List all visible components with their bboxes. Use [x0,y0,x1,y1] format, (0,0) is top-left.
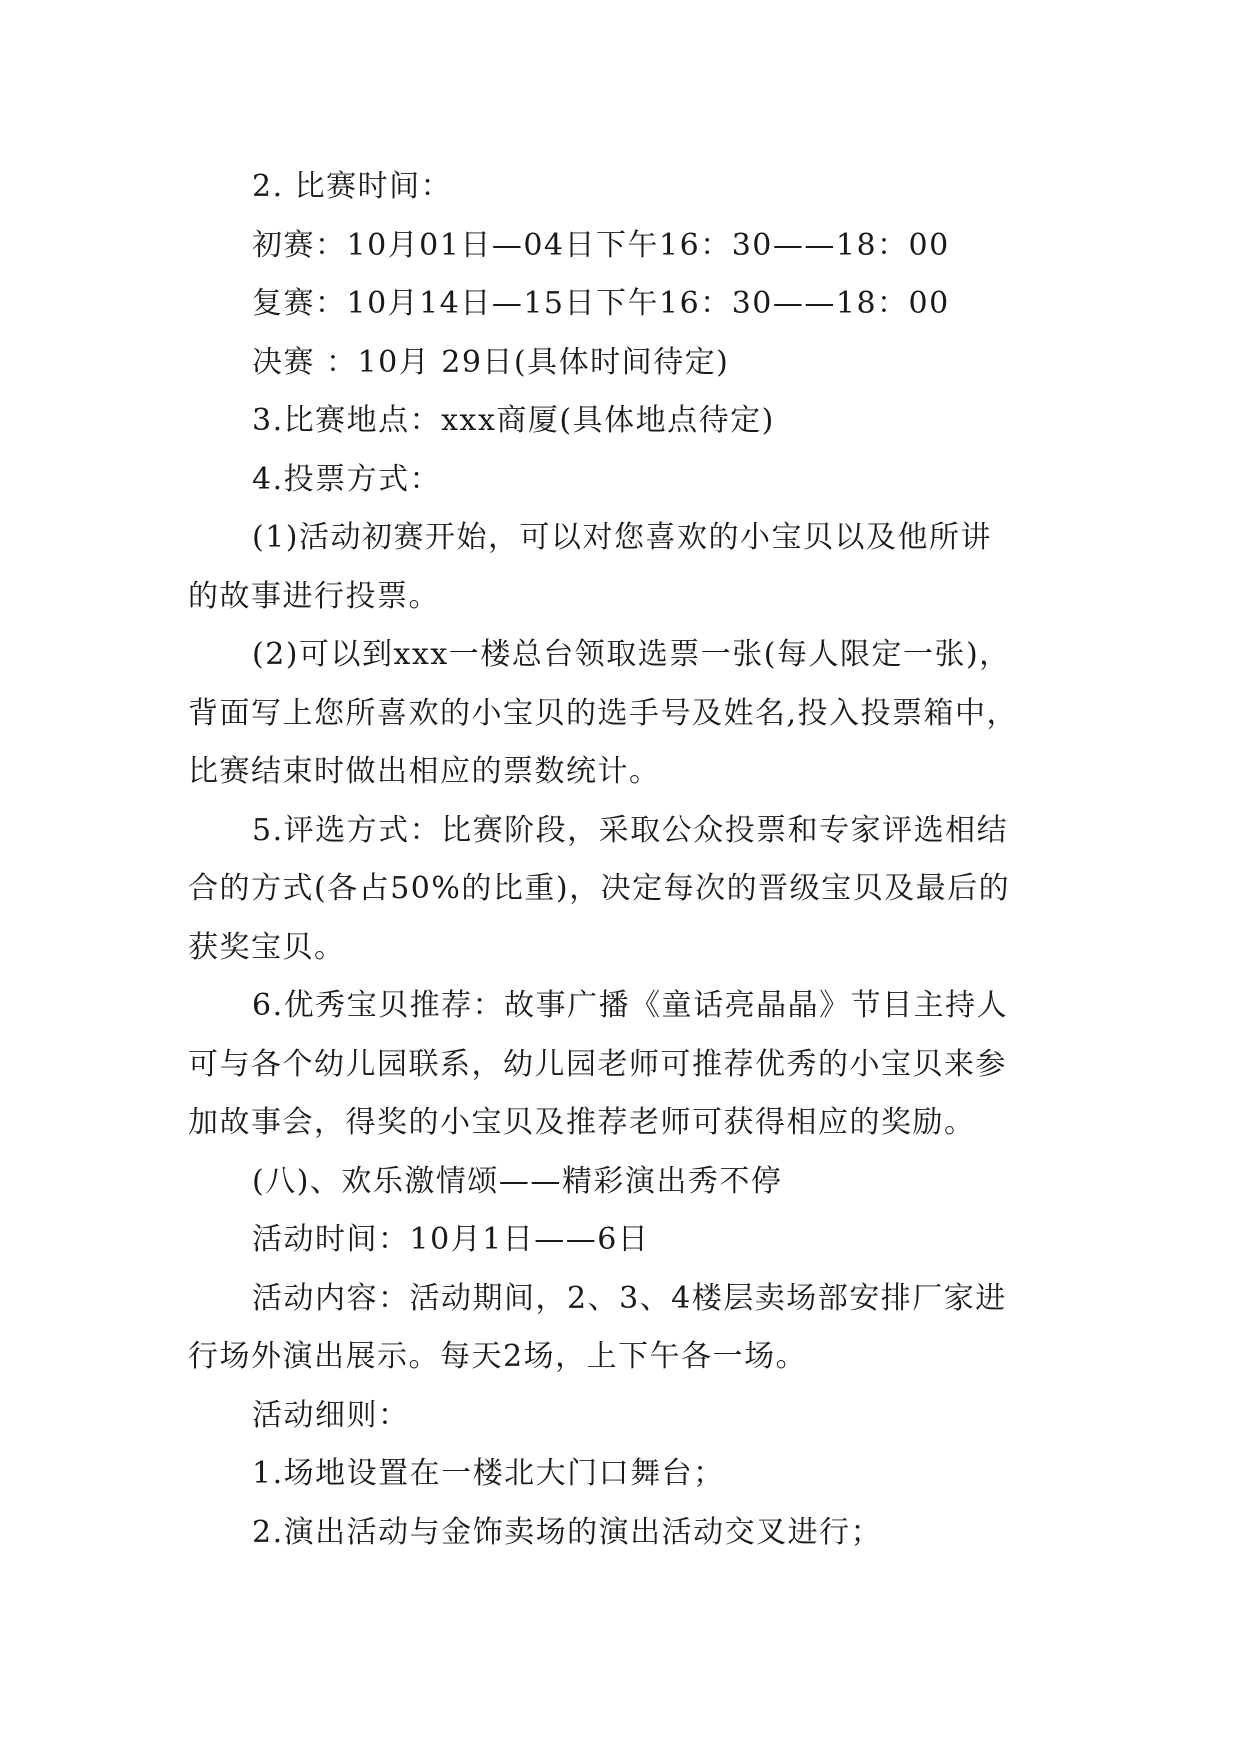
selection-method-line-1: 5.评选方式：比赛阶段，采取公众投票和专家评选相结 [252,812,1009,848]
final-schedule: 决赛 ：10月 29日(具体时间待定) [252,344,730,380]
document-page [188,158,1068,1562]
section-eight-heading: (八)、欢乐激情颂——精彩演出秀不停 [252,1163,783,1199]
activity-content-line-1: 活动内容：活动期间，2、3、4楼层卖场部安排厂家进 [252,1280,1007,1316]
heading-competition-time: 2. 比赛时间： [252,169,453,204]
selection-method-line-3: 获奖宝贝。 [188,929,346,965]
voting-rule-1-line-2: 的故事进行投票。 [188,578,440,614]
competition-venue: 3.比赛地点：xxx商厦(具体地点待定) [252,403,775,438]
recommendation-line-2: 可与各个幼儿园联系，幼儿园老师可推荐优秀的小宝贝来参 [188,1046,1007,1082]
selection-method-line-2: 合的方式(各占50%的比重)，决定每次的晋级宝贝及最后的 [188,871,1011,906]
activity-rules-heading: 活动细则： [252,1397,410,1433]
voting-rule-1-line-1: (1)活动初赛开始，可以对您喜欢的小宝贝以及他所讲 [252,520,992,555]
semifinal-schedule: 复赛：10月14日—15日下午16：30——18：00 [252,286,950,321]
activity-time: 活动时间：10月1日——6日 [252,1222,650,1257]
voting-rule-2-line-2: 背面写上您所喜欢的小宝贝的选手号及姓名,投入投票箱中， [188,695,1019,731]
activity-rule-1: 1.场地设置在一楼北大门口舞台； [252,1456,725,1491]
recommendation-line-1: 6.优秀宝贝推荐：故事广播《童话亮晶晶》节目主持人 [252,988,1009,1023]
heading-voting-method: 4.投票方式： [252,461,442,497]
activity-content-line-2: 行场外演出展示。每天2场，上下午各一场。 [188,1339,808,1374]
voting-rule-2-line-1: (2)可以到xxx一楼总台领取选票一张(每人限定一张)， [252,637,1011,672]
preliminary-schedule: 初赛：10月01日—04日下午16：30——18：00 [252,227,950,263]
recommendation-line-3: 加故事会，得奖的小宝贝及推荐老师可获得相应的奖励。 [188,1105,976,1140]
activity-rule-2: 2.演出活动与金饰卖场的演出活动交叉进行； [252,1514,883,1550]
voting-rule-2-line-3: 比赛结束时做出相应的票数统计。 [188,754,661,789]
